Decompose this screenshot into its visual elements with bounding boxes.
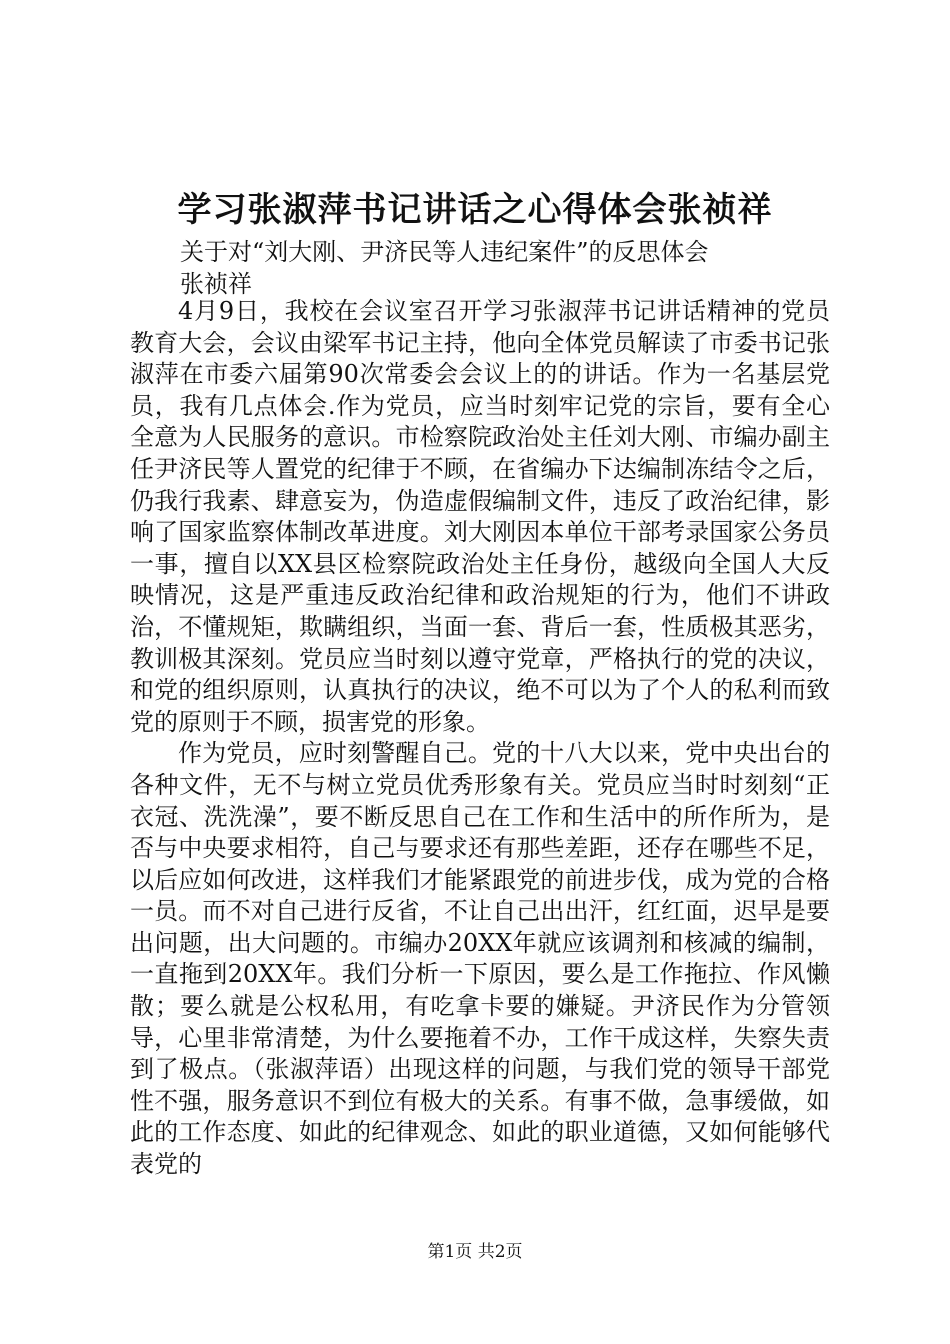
document-body — [130, 296, 830, 1181]
document-subtitle: 关于对“刘大刚、尹济民等人违纪案件”的反思体会 — [180, 238, 709, 266]
document-author: 张祯祥 — [180, 270, 252, 298]
page-footer: 第1页 共2页 — [427, 1242, 523, 1262]
paragraph: 作为党员，应时刻警醒自己。党的十八大以来，党中央出台的各种文件，无不与树立党员优秀形象有关。党员应当时时刻刻“正衣冠、洗洗澡”，要不断反思自己在工作和生活中的所作所为，是否与中央要求相符，自己与要求还有那些差距，还存在哪些不足，以后应如何改进，这样我们才能紧跟党的前进步伐，成为党的合格一员。而不对自己进行反省，不让自己出出汗，红红面，迟早是要出问题，出大问题的。市编办20XX年就应该调剂和核减的编制，一直拖到20XX年。我们分析一下原因，要么是工作拖拉、作风懒散；要么就是公权私用，有吃拿卡要的嫌疑。尹济民作为分管领导，心里非常清楚，为什么要拖着不办，工作干成这样，失察失责到了极点。（张淑萍语）出现这样的问题，与我们党的领导干部党性不强，服务意识不到位有极大的关系。有事不做，急事缓做，如此的工作态度、如此的纪律观念、如此的职业道德，又如何能够代表党的 — [130, 739, 830, 1179]
paragraph: 4月9日，我校在会议室召开学习张淑萍书记讲话精神的党员教育大会，会议由梁军书记主持，他向全体党员解读了市委书记张淑萍在市委六届第90次常委会会议上的的讲话。作为一名基层党员，我有几点体会.作为党员，应当时刻牢记党的宗旨，要有全心全意为人民服务的意识。市检察院政治处主任刘大刚、市编办副主任尹济民等人置党的纪律于不顾，在省编办下达编制冻结令之后，仍我行我素、肆意妄为，伪造虚假编制文件，违反了政治纪律，影响了国家监察体制改革进度。刘大刚因本单位干部考录国家公务员一事，擅自以XX县区检察院政治处主任身份，越级向全国人大反映情况，这是严重违反政治纪律和政治规矩的行为，他们不讲政治，不懂规矩，欺瞒组织，当面一套、背后一套，性质极其恶劣，教训极其深刻。党员应当时刻以遵守党章，严格执行的党的决议，和党的组织原则，认真执行的决议，绝不可以为了个人的私利而致党的原则于不顾，损害党的形象。 — [130, 297, 830, 736]
document-title: 学习张淑萍书记讲话之心得体会张祯祥 — [177, 190, 773, 230]
